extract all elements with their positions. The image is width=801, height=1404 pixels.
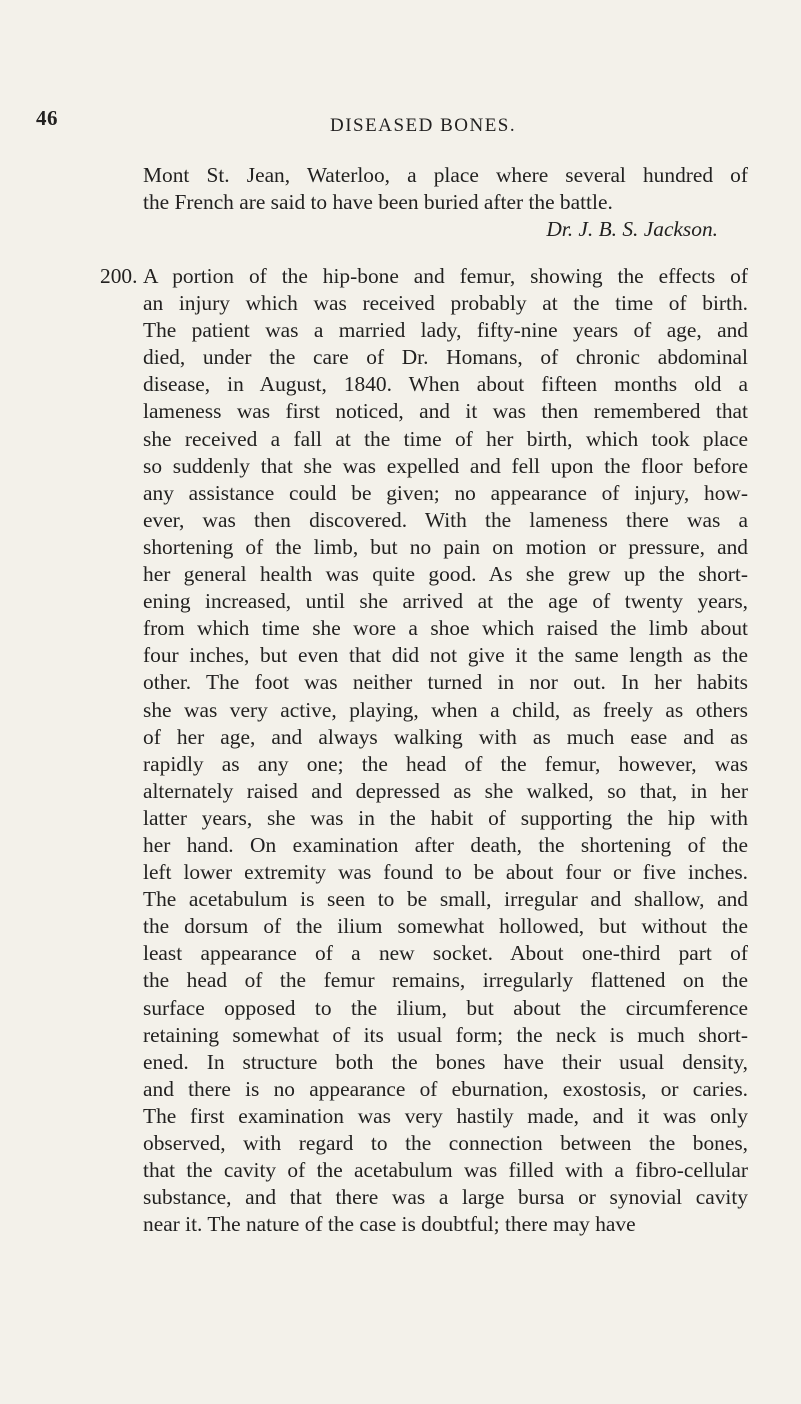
text-line: she received a fall at the time of her birth, which took place xyxy=(143,426,748,451)
text-line: retaining somewhat of its usual form; the neck is much short- xyxy=(143,1022,748,1047)
text-line: shortening of the limb, but no pain on motion or pressure, and xyxy=(143,534,748,559)
text-line: her general health was quite good. As she grew up the short- xyxy=(143,562,748,587)
continuation-paragraph xyxy=(143,162,748,243)
text-line: left lower extremity was found to be about four or five inches. xyxy=(143,860,748,885)
text-line: ever, was then discovered. With the lameness there was a xyxy=(143,507,748,532)
text-line: substance, and that there was a large bursa or synovial cavity xyxy=(143,1185,748,1210)
text-line: she was very active, playing, when a child, as freely as others xyxy=(143,697,748,722)
text-line: latter years, she was in the habit of supporting the hip with xyxy=(143,805,748,830)
text-line: lameness was first noticed, and it was then remembered that xyxy=(143,399,748,424)
text-line: an injury which was received probably at the time of birth. xyxy=(143,291,748,316)
entry-paragraph xyxy=(143,263,748,1238)
text-line: the dorsum of the ilium somewhat hollowed, but without the xyxy=(143,914,748,939)
text-line: and there is no appearance of eburnation, exostosis, or caries. xyxy=(143,1076,748,1101)
text-line: observed, with regard to the connection between the bones, xyxy=(143,1131,748,1155)
text-line: the French are said to have been buried after the battle. xyxy=(143,190,613,215)
text-line: from which time she wore a shoe which raised the limb about xyxy=(143,616,748,641)
text-line: the head of the femur remains, irregularly flattened on the xyxy=(143,968,748,993)
text-line: other. The foot was neither turned in nor out. In her habits xyxy=(143,670,748,695)
text-line: surface opposed to the ilium, but about the circumference xyxy=(143,995,748,1020)
entry-number: 200. xyxy=(100,264,138,288)
running-title: DISEASED BONES. xyxy=(330,115,517,136)
text-line: The first examination was very hastily made, and it was only xyxy=(143,1103,748,1128)
attribution: Dr. J. B. S. Jackson. xyxy=(546,217,718,242)
text-line: A portion of the hip-bone and femur, showing the effects of xyxy=(143,264,748,288)
text-line: ening increased, until she arrived at the age of twenty years, xyxy=(143,589,748,614)
page-number: 46 xyxy=(36,106,58,130)
text-line: her hand. On examination after death, the shortening of the xyxy=(143,832,748,857)
text-line: least appearance of a new socket. About one-third part of xyxy=(143,941,748,966)
text-line: near it. The nature of the case is doubtful; there may have xyxy=(143,1212,636,1237)
text-line: rapidly as any one; the head of the femur, however, was xyxy=(143,751,748,776)
text-line: any assistance could be given; no appearance of injury, how- xyxy=(143,480,748,505)
text-line: that the cavity of the acetabulum was filled with a fibro-cellular xyxy=(143,1158,748,1183)
text-line: so suddenly that she was expelled and fell upon the floor before xyxy=(143,453,748,478)
text-line: ened. In structure both the bones have their usual density, xyxy=(143,1049,748,1074)
text-line: died, under the care of Dr. Homans, of chronic abdominal xyxy=(143,345,748,370)
text-line: alternately raised and depressed as she walked, so that, in her xyxy=(143,778,748,803)
text-line: of her age, and always walking with as much ease and as xyxy=(143,724,748,749)
text-line: four inches, but even that did not give it the same length as the xyxy=(143,643,748,668)
text-line: The acetabulum is seen to be small, irregular and shallow, and xyxy=(143,887,748,912)
text-line: Mont St. Jean, Waterloo, a place where several hundred of xyxy=(143,163,748,187)
text-line: The patient was a married lady, fifty-nine years of age, and xyxy=(143,318,748,343)
text-line: disease, in August, 1840. When about fifteen months old a xyxy=(143,372,748,397)
